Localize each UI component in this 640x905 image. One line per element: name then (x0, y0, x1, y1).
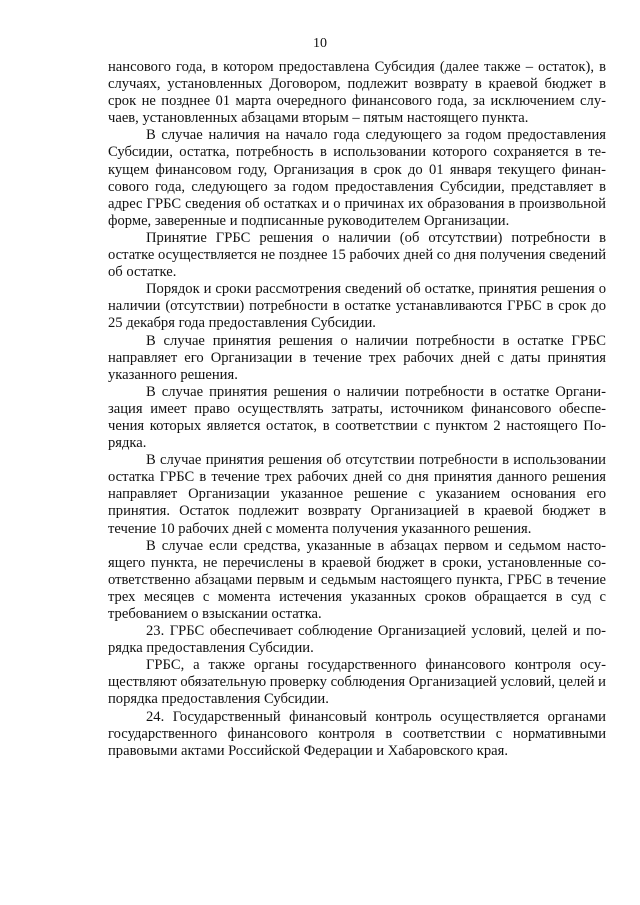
document-body (108, 59, 606, 760)
paragraph: В случае принятия решения о наличии потребности в остатке Организация имеет право осуществлять затраты, источником финансового обеспечения которых является остаток, в соответствии с пунктом 2 настоящего Порядка. (108, 383, 606, 452)
paragraph: В случае принятия решения об отсутствии потребности в использовании остатка ГРБС в течение трех рабочих дней со дня принятия данного решения направляет Организации указанное решение с указанием основания его принятия. Остаток подлежит возврату Организацией в краевой бюджет в течение 10 рабочих дней с момента получения указанного решения. (108, 452, 606, 537)
paragraph-continuation: нансового года, в котором предоставлена Субсидия (далее также – остаток), в случаях, установленных Договором, подлежит возврату в краевой бюджет в срок не позднее 01 марта очередного финансового года, за исключением случаев, установленных абзацами вторым – пятым настоящего пункта. (108, 59, 606, 127)
paragraph: В случае если средства, указанные в абзацах первом и седьмом настоящего пункта, не перечислены в краевой бюджет в сроки, установленные соответственно абзацами первым и седьмым настоящего пункта, ГРБС в течение трех месяцев с момента истечения указанных сроков обращается в суд с требованием о взыскании остатка. (108, 537, 606, 622)
paragraph: В случае наличия на начало года следующего за годом предоставления Субсидии, остатка, потребность в использовании которого сохраняется в текущем финансовом году, Организация в срок до 01 января текущего финансового года, следующего за годом предоставления Субсидии, представляет в адрес ГРБС сведения об остатках и о причинах их образования в произвольной форме, заверенные и подписанные руководителем Организации. (108, 127, 606, 229)
page-number: 10 (313, 36, 327, 51)
paragraph-clause-24: 24. Государственный финансовый контроль осуществляется органами государственного финансового контроля в соответствии с нормативными правовыми актами Российской Федерации и Хабаровского края. (108, 708, 606, 759)
paragraph-clause-23: 23. ГРБС обеспечивает соблюдение Организацией условий, целей и порядка предоставления Субсидии. (108, 623, 606, 657)
paragraph: Принятие ГРБС решения о наличии (об отсутствии) потребности в остатке осуществляется не позднее 15 рабочих дней со дня получения сведений об остатке. (108, 229, 606, 281)
paragraph: ГРБС, а также органы государственного финансового контроля осуществляют обязательную проверку соблюдения Организацией условий, целей и порядка предоставления Субсидии. (108, 657, 606, 708)
paragraph: Порядок и сроки рассмотрения сведений об остатке, принятия решения о наличии (отсутствии) потребности в остатке устанавливаются ГРБС в срок до 25 декабря года предоставления Субсидии. (108, 281, 606, 332)
paragraph: В случае принятия решения о наличии потребности в остатке ГРБС направляет его Организации в течение трех рабочих дней с даты принятия указанного решения. (108, 332, 606, 383)
